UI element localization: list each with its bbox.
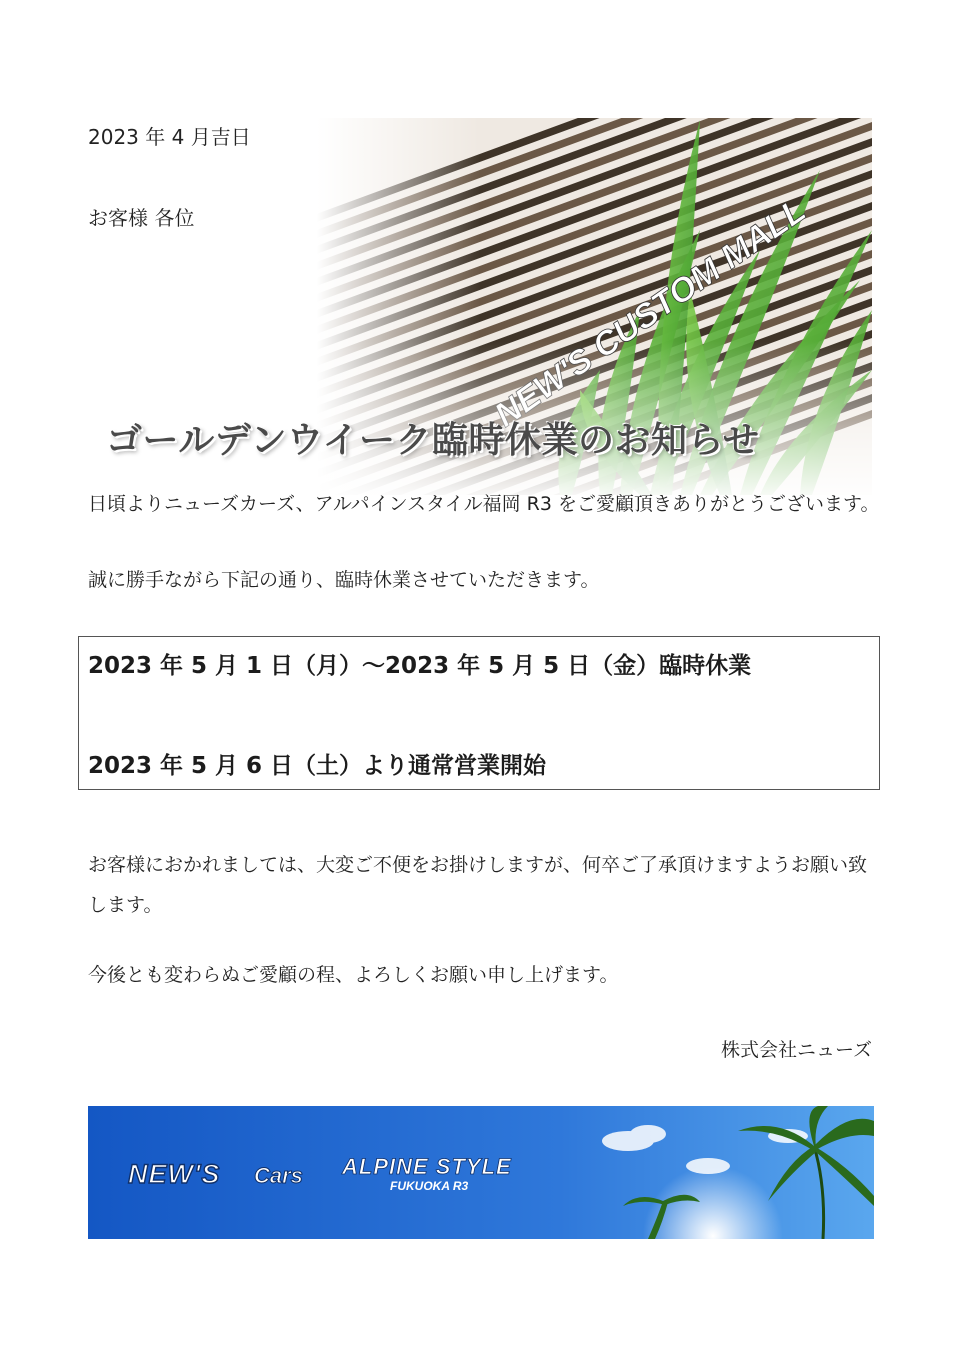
fukuoka-r3-text: FUKUOKA R3 bbox=[390, 1179, 469, 1193]
reopen-date: 2023 年 5 月 6 日（土）より通常営業開始 bbox=[88, 753, 547, 779]
schedule-box bbox=[78, 636, 880, 790]
letter-date: 2023 年 4 月吉日 bbox=[88, 125, 251, 149]
company-name: 株式会社ニューズ bbox=[720, 1039, 872, 1061]
closure-period: 2023 年 5 月 1 日（月）～2023 年 5 月 5 日（金）臨時休業 bbox=[88, 653, 752, 679]
apology-text: お客様におかれましては、大変ご不便をお掛けしますが、何卒ご了承頂けますようお願い致します。 bbox=[88, 854, 868, 916]
intro-text: 日頃よりニューズカーズ、アルパインスタイル福岡 R3 をご愛顧頂きありがとうございます。 bbox=[88, 493, 880, 515]
letter-greeting: お客様 各位 bbox=[88, 206, 195, 230]
news-logo-text: NEW'S bbox=[128, 1159, 221, 1189]
cars-logo-text: Cars bbox=[254, 1163, 303, 1188]
notice-text: 誠に勝手ながら下記の通り、臨時休業させていただきます。 bbox=[88, 569, 600, 591]
regards-text: 今後とも変わらぬご愛顧の程、よろしくお願い申し上げます。 bbox=[88, 964, 619, 986]
page-title: ゴールデンウイーク臨時休業のお知らせ bbox=[106, 420, 760, 461]
footer-banner bbox=[88, 1106, 874, 1239]
alpine-style-text: ALPINE STYLE bbox=[342, 1154, 512, 1179]
